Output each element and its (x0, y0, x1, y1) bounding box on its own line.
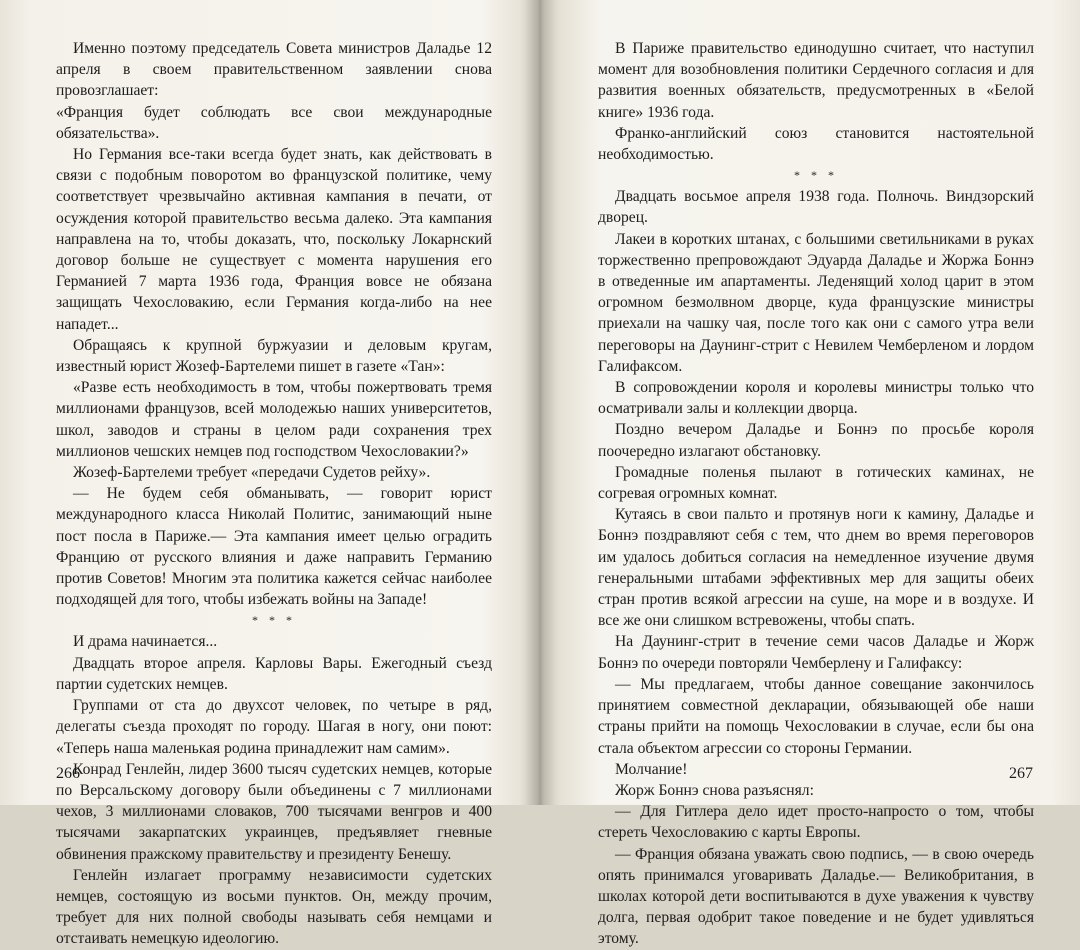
paragraph: — Для Гитлера дело идет просто-напросто о том, чтобы стереть Чехословакию с карты Европы. (598, 803, 1034, 842)
paragraph: На Даунинг-стрит в течение семи часов Даладье и Жорж Боннэ по очереди повторяли Чемберлену и Галифаксу: (598, 633, 1034, 672)
paragraph: Франко-английский союз становится настоятельной необходимостью. (598, 124, 1034, 164)
section-separator: * * * (794, 168, 838, 183)
paragraph: И драма начинается... (73, 633, 218, 651)
paragraph: Генлейн излагает программу независимости судетских немцев, состоящую из восьми пунктов. Он, между прочим, требует для них полной свободы называть себя немцами и отстаивать немецкую идеологию. (56, 866, 492, 948)
paragraph: Именно поэтому председатель Совета министров Даладье 12 апреля в своем правительственном заявлении снова провозглашает: (56, 40, 492, 100)
paragraph: Молчание! (615, 760, 688, 778)
paragraph: В сопровождении короля и королевы министры только что осматривали залы и коллекции дворца. (598, 379, 1034, 418)
paragraph: Громадные поленья пылают в готических каминах, не согревая огромных комнат. (598, 463, 1034, 503)
paragraph: Кутаясь в свои пальто и протянув ноги к камину, Даладье и Боннэ поздравляют себя с тем, что днем во время переговоров им удалось добиться согласия на немедленное изучение двумя генеральными штабами эффективных мер для защиты обеих стран против всякой агрессии на суше, на море и в воздухе. И все же они слишком встревожены, чтобы спать. (598, 506, 1034, 630)
paragraph: В Париже правительство единодушно считает, что наступил момент для возобновления политики Сердечного согласия и для развития военных обязательств, предусмотренных в «Белой книге» 1936 года. (598, 40, 1034, 121)
paragraph: «Разве есть необходимость в том, чтобы пожертвовать тремя миллионами французов, всей молодежью наших университетов, школ, заводов и страны в целом ради сохранения трех миллионов чешских немцев под господством Чехословакии?» (56, 379, 492, 460)
paragraph: — Не будем себя обманывать, — говорит юрист международного класса Николай Политис, занимающий ныне пост посла в Париже.— Эта кампания имеет целью оградить Францию от русского влияния и даже направить Германию против Советов! Многим эта политика кажется сейчас наиболее подходящей для того, чтобы избежать войны на Западе! (56, 485, 492, 609)
paragraph: Конрад Генлейн, лидер 3600 тысяч судетских немцев, которые по Версальскому договору были объединены с 7 миллионами чехов, 3 миллионами словаков, 700 тысячами венгров и 400 тысячами закарпатских украинцев, предъявляет гневные обвинения пражскому правительству и президенту Бенешу. (56, 760, 492, 863)
paragraph: Но Германия все-таки всегда будет знать, как действовать в связи с подобным поворотом во французской политике, чему соответствует чрезвычайно активная кампания в печати, от осуждения которой правительство весьма далеко. Эта кампания направлена на то, чтобы доказать, что, поскольку Локарнский договор больше не существует с момента нарушения его Германией 7 марта 1936 года, Франция вовсе не обязана защищать Чехословакию, если Германия когда-либо на нее нападет... (56, 146, 492, 333)
paragraph: Жорж Боннэ снова разъяснял: (615, 781, 814, 799)
paragraph: Поздно вечером Даладье и Боннэ по просьбе короля поочередно излагают обстановку. (598, 421, 1034, 460)
paragraph: Жозеф-Бартелеми требует «передачи Судетов рейху». (73, 464, 431, 482)
page-number: 266 (56, 765, 80, 782)
left-page (0, 0, 540, 948)
page-number: 267 (1009, 765, 1033, 782)
paragraph: Двадцать восьмое апреля 1938 года. Полночь. Виндзорский дворец. (598, 188, 1034, 227)
paragraph: Лакеи в коротких штанах, с большими светильниками в руках торжественно препровождают Эдуарда Даладье и Жоржа Боннэ в отведенные им апартаменты. Леденящий холод царит в этом огромном безмолвном дворце, куда французские министры приехали на чашку чая, после того как они с самого утра вели переговоры на Даунинг-стрит с Невилем Чемберленом и лордом Галифаксом. (598, 230, 1034, 375)
paragraph: «Франция будет соблюдать все свои международные обязательства». (56, 103, 492, 142)
paragraph: Обращаясь к крупной буржуазии и деловым кругам, известный юрист Жозеф-Бартелеми пишет в газете «Тан»: (56, 336, 492, 376)
paragraph: Двадцать второе апреля. Карловы Вары. Ежегодный съезд партии судетских немцев. (56, 654, 492, 693)
right-page-text (598, 38, 1034, 950)
paragraph: Группами от ста до двухсот человек, по четыре в ряд, делегаты съезда проходят по городу. Шагая в ногу, они поют: «Теперь наша маленькая родина принадлежит нам самим». (56, 697, 492, 757)
paragraph: — Франция обязана уважать свою подпись, — в свою очередь опять принимался уговаривать Даладье.— Великобритания, в школах которой дети воспитываются в духе уважения к чувству долга, первая одобрит такое поведение и не будет удивляться этому. (598, 845, 1034, 948)
left-page-text (56, 38, 492, 950)
paragraph: — Мы предлагаем, чтобы данное совещание закончилось принятием совместной декларации, обязывающей обе наши страны прийти на помощь Чехословакии в случае, если бы она стала объектом агрессии со стороны Германии. (598, 675, 1034, 757)
right-page (540, 0, 1080, 948)
section-separator: * * * (252, 613, 296, 628)
